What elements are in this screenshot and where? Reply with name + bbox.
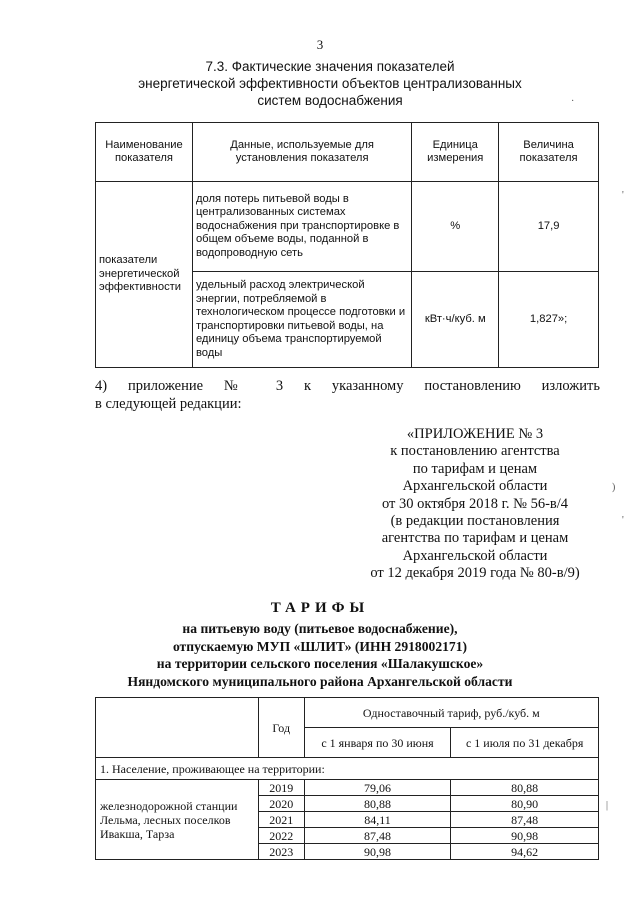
section-title bbox=[130, 58, 530, 109]
annex-line: Архангельской области bbox=[402, 547, 548, 564]
header-tariff: Одноставочный тариф, руб./куб. м bbox=[304, 698, 598, 728]
tariffs-subtitle-line: отпускаемую МУП «ШЛИТ» (ИНН 2918002171) bbox=[172, 638, 468, 654]
cell-tariff-h1: 90,98 bbox=[304, 844, 451, 860]
tariffs-subtitle-line: на территории сельского поселения «Шалакушское» bbox=[156, 656, 484, 672]
tariffs-title: ТАРИФЫ bbox=[270, 600, 370, 616]
header-source-data: Данные, используемые для установления показателя bbox=[192, 123, 411, 182]
annex-header bbox=[350, 426, 600, 583]
table-cell-value: 17,9 bbox=[499, 182, 599, 272]
cell-tariff-h2: 80,90 bbox=[451, 796, 599, 812]
cell-tariff-h2: 94,62 bbox=[451, 844, 599, 860]
section-title-line: 7.3. Фактические значения показателей bbox=[205, 59, 455, 74]
header-indicator-name: Наименование показателя bbox=[96, 123, 193, 182]
tariffs-table bbox=[95, 697, 599, 860]
scan-speck: | bbox=[606, 800, 609, 811]
tariffs-subtitle-line: на питьевую воду (питьевое водоснабжение), bbox=[182, 621, 458, 636]
annex-line: агентства по тарифам и ценам bbox=[381, 530, 569, 547]
group-label: показатели энергетической эффективности bbox=[96, 182, 193, 368]
scan-speck: ' bbox=[622, 515, 624, 526]
header-empty bbox=[96, 698, 259, 758]
annex-line: по тарифам и ценам bbox=[412, 460, 538, 477]
cell-year: 2023 bbox=[258, 844, 304, 860]
annex-line: от 12 декабря 2019 года № 80-в/9) bbox=[370, 565, 580, 582]
header-period-1: с 1 января по 30 июня bbox=[304, 728, 451, 758]
group-label-settlements: железнодорожной станции Лельма, лесных поселков Ивакша, Тарза bbox=[96, 780, 259, 860]
cell-tariff-h1: 87,48 bbox=[304, 828, 451, 844]
cell-tariff-h2: 90,98 bbox=[451, 828, 599, 844]
section-title-line: систем водоснабжения bbox=[257, 93, 403, 108]
header-period-2: с 1 июля по 31 декабря bbox=[451, 728, 599, 758]
scan-speck: ' bbox=[622, 190, 624, 201]
annex-line: «ПРИЛОЖЕНИЕ № 3 bbox=[406, 426, 544, 442]
scan-speck: ) bbox=[612, 482, 616, 493]
annex-line: к постановлению агентства bbox=[390, 443, 560, 460]
cell-tariff-h2: 80,88 bbox=[451, 780, 599, 796]
table-row bbox=[96, 780, 599, 796]
section-row-population: 1. Население, проживающее на территории: bbox=[96, 758, 599, 780]
paragraph-4-line-1: 4) приложение № 3 к указанному постановлению изложить bbox=[95, 378, 600, 394]
header-value: Величина показателя bbox=[499, 123, 599, 182]
tariffs-subtitle bbox=[40, 620, 600, 690]
page-number: 3 bbox=[316, 37, 324, 52]
annex-line: Архангельской области bbox=[402, 478, 548, 495]
annex-line: (в редакции постановления bbox=[390, 513, 560, 530]
cell-tariff-h1: 80,88 bbox=[304, 796, 451, 812]
table-cell-unit: кВт·ч/куб. м bbox=[412, 272, 499, 368]
header-year: Год bbox=[258, 698, 304, 758]
cell-tariff-h1: 84,11 bbox=[304, 812, 451, 828]
cell-tariff-h1: 79,06 bbox=[304, 780, 451, 796]
cell-year: 2020 bbox=[258, 796, 304, 812]
tariffs-subtitle-line: Няндомского муниципального района Архангельской области bbox=[127, 673, 513, 689]
cell-year: 2021 bbox=[258, 812, 304, 828]
table-cell-unit: % bbox=[412, 182, 499, 272]
cell-year: 2022 bbox=[258, 828, 304, 844]
paragraph-4-line-2: в следующей редакции: bbox=[95, 396, 242, 412]
scan-speck: · bbox=[571, 96, 575, 107]
section-title-line: энергетической эффективности объектов централизованных bbox=[138, 76, 522, 91]
cell-tariff-h2: 87,48 bbox=[451, 812, 599, 828]
header-unit: Единица измерения bbox=[412, 123, 499, 182]
cell-year: 2019 bbox=[258, 780, 304, 796]
energy-efficiency-table bbox=[95, 122, 599, 368]
table-cell-data: удельный расход электрической энергии, потребляемой в технологическом процессе подготовки и транспортировки питьевой воды, на единицу объема транспортируемой воды bbox=[192, 272, 411, 368]
table-cell-data: доля потерь питьевой воды в централизованных системах водоснабжения при транспортировке в общем объеме воды, поданной в водопроводную сеть bbox=[192, 182, 411, 272]
annex-line: от 30 октября 2018 г. № 56-в/4 bbox=[381, 495, 569, 512]
table-cell-value: 1,827»; bbox=[499, 272, 599, 368]
